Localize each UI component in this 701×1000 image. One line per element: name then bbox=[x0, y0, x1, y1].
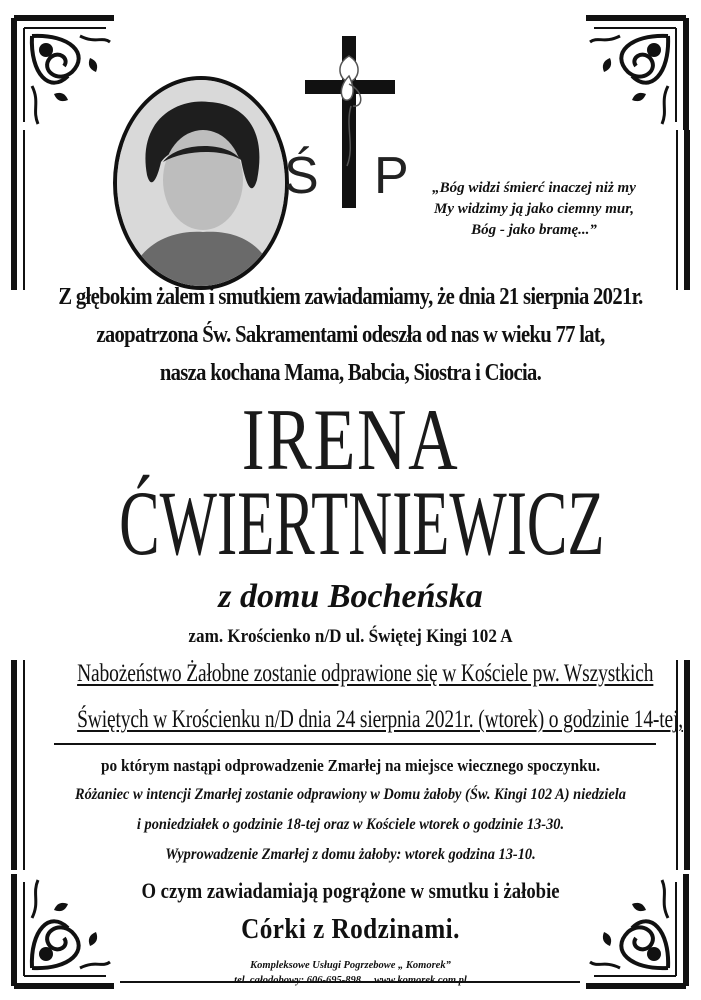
mass-text: Świętych w Krościenku n/D dnia 24 sierpnia 2021r. (wtorek) o godzinie 14-tej, bbox=[77, 706, 684, 733]
closing-text: O czym zawiadamiają pogrążone w smutku i żałobie bbox=[141, 878, 560, 903]
mass-text: Nabożeństwo Żałobne zostanie odprawione się w Kościele pw. Wszystkich bbox=[77, 660, 654, 687]
signature: Córki z Rodzinami. bbox=[241, 914, 460, 945]
rosary-line: Wyprowadzenie Zmarłej z domu żałoby: wtorek godzina 13-10. bbox=[165, 846, 536, 863]
address: zam. Krościenko n/D ul. Świętej Kingi 102 A bbox=[188, 626, 513, 647]
deceased-photo bbox=[113, 76, 289, 290]
maiden-name: z domu Bocheńska bbox=[218, 578, 483, 615]
first-name: IRENA bbox=[241, 392, 460, 489]
mass-line bbox=[77, 706, 684, 734]
footer-company: Kompleksowe Usługi Pogrzebowe „ Komorek” bbox=[250, 960, 451, 971]
intro-line: nasza kochana Mama, Babcia, Siostra i Ciocia. bbox=[159, 360, 542, 386]
procession-text: po którym nastąpi odprowadzenie Zmarłej na miejsce wiecznego spoczynku. bbox=[100, 756, 601, 775]
quote bbox=[414, 178, 654, 241]
quote-line: My widzimy ją jako ciemny mur, bbox=[433, 201, 634, 217]
ornamental-corner-icon bbox=[14, 18, 114, 130]
footer-contact: tel. całodobowy: 606-695-898 www.komorek.com.pl bbox=[234, 975, 467, 986]
rosary-line: i poniedziałek o godzinie 18-tej oraz w Kościele wtorek o godzinie 13-30. bbox=[136, 816, 565, 833]
mass-line bbox=[77, 660, 654, 688]
initial-left: Ś bbox=[284, 147, 319, 205]
last-name: ĆWIERTNIEWICZ bbox=[119, 472, 605, 574]
rosary-line: Różaniec w intencji Zmarłej zostanie odprawiony w Domu żałoby (Św. Kingi 102 A) niedziela bbox=[75, 786, 626, 803]
ornamental-corner-icon bbox=[586, 18, 686, 130]
intro-line: Z głębokim żalem i smutkiem zawiadamiamy, że dnia 21 sierpnia 2021r. bbox=[58, 284, 643, 310]
quote-line: „Bóg widzi śmierć inaczej niż my bbox=[432, 180, 636, 196]
quote-line: Bóg - jako bramę...” bbox=[471, 222, 597, 238]
initial-right: P bbox=[374, 147, 409, 205]
intro-line: zaopatrzona Św. Sakramentami odeszła od nas w wieku 77 lat, bbox=[96, 322, 605, 348]
